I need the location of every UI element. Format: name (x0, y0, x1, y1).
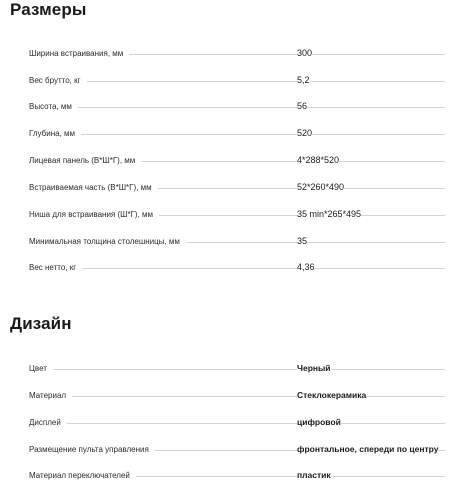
leader-line (67, 423, 445, 424)
spec-value: 35 min*265*495 (297, 209, 362, 219)
leader-line (129, 54, 445, 55)
spec-value: 4,36 (297, 262, 315, 272)
spec-row (29, 180, 453, 194)
spec-label: Глубина, мм (29, 128, 76, 138)
spec-row (29, 46, 453, 60)
spec-label: Ниша для встраивания (Ш*Г), мм (29, 209, 154, 219)
spec-label: Вес брутто, кг (29, 75, 81, 85)
leader-line (82, 268, 445, 269)
spec-value: 300 (297, 48, 313, 58)
leader-line (78, 107, 445, 108)
spec-label: Вес нетто, кг (29, 262, 77, 272)
spec-label: Материал (29, 390, 67, 400)
spec-label: Цвет (29, 363, 47, 373)
spec-value: 35 (297, 236, 308, 246)
spec-label: Встраиваемая часть (В*Ш*Г), мм (29, 182, 152, 192)
spec-row (29, 207, 453, 221)
spec-value: цифровой (297, 417, 341, 427)
leader-line (87, 81, 446, 82)
spec-row (29, 126, 453, 140)
spec-value: 56 (297, 101, 308, 111)
spec-value: Черный (297, 363, 331, 373)
spec-row (29, 260, 453, 274)
design-section-title: Дизайн (10, 314, 72, 333)
spec-value: Стеклокерамика (297, 390, 367, 400)
leader-line (53, 369, 445, 370)
spec-value: фронтальное, спереди по центру (297, 444, 439, 454)
spec-row (29, 153, 453, 167)
spec-row (29, 415, 453, 429)
spec-row (29, 73, 453, 87)
spec-row (29, 468, 453, 482)
leader-line (141, 161, 445, 162)
spec-row (29, 99, 453, 113)
leader-line (81, 134, 445, 135)
spec-value: 5,2 (297, 75, 310, 85)
leader-line (136, 476, 445, 477)
leader-line (72, 396, 445, 397)
spec-row (29, 442, 453, 456)
spec-label: Лицевая панель (В*Ш*Г), мм (29, 155, 136, 165)
spec-value: 520 (297, 128, 313, 138)
spec-row (29, 234, 453, 248)
spec-value: пластик (297, 470, 331, 480)
spec-label: Ширина встраивания, мм (29, 48, 124, 58)
spec-row (29, 388, 453, 402)
leader-line (186, 242, 445, 243)
spec-label: Материал переключателей (29, 470, 130, 480)
spec-label: Дисплей (29, 417, 61, 427)
spec-row (29, 361, 453, 375)
spec-label: Минимальная толщина столешницы, мм (29, 236, 180, 246)
dimensions-section-title: Размеры (10, 0, 87, 19)
spec-value: 4*288*520 (297, 155, 340, 165)
spec-label: Высота, мм (29, 101, 72, 111)
spec-label: Размещение пульта управления (29, 444, 149, 454)
spec-value: 52*260*490 (297, 182, 345, 192)
